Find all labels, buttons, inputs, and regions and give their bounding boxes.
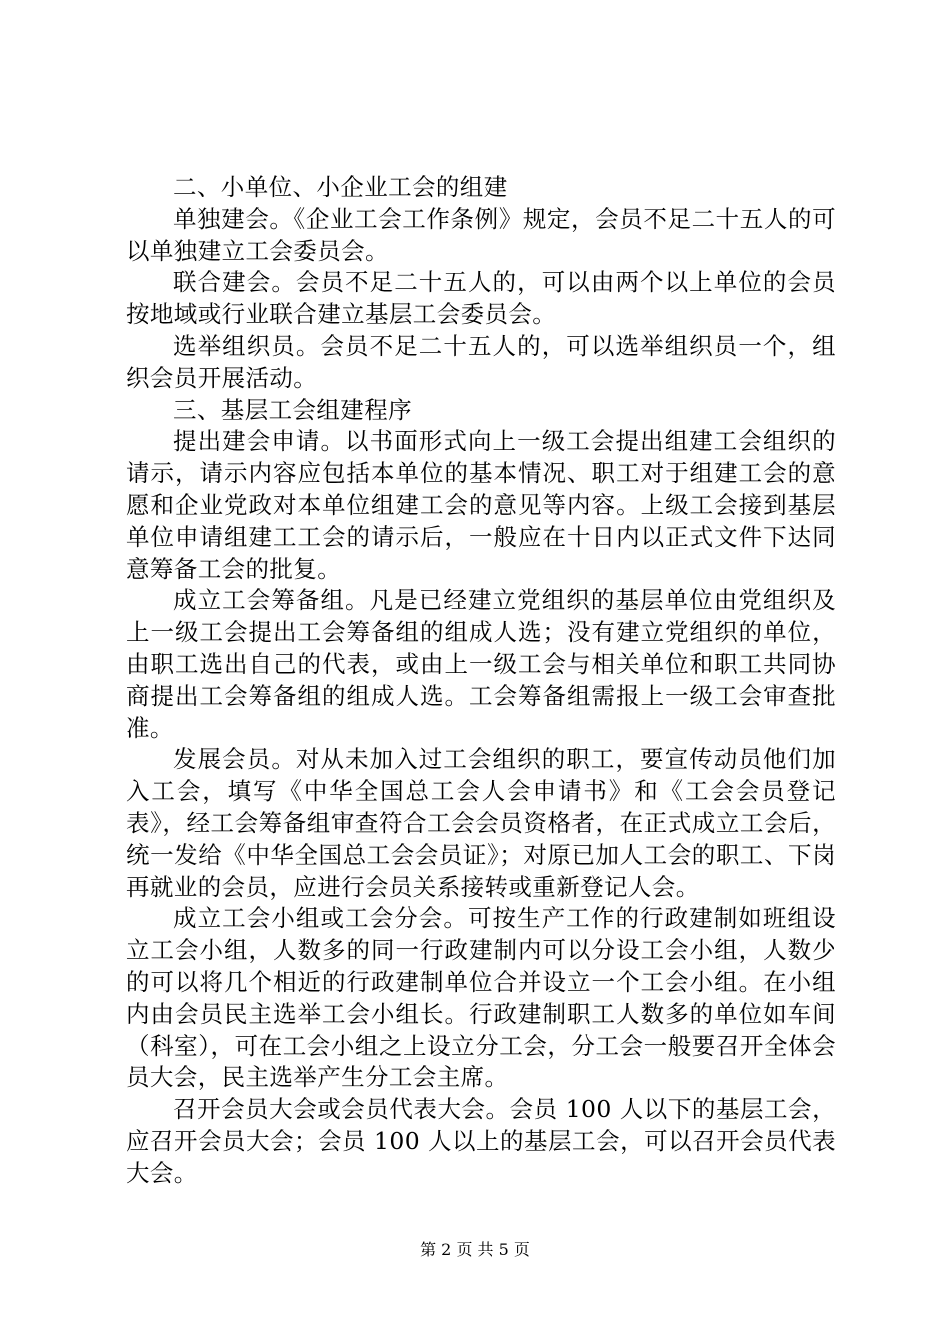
- paragraph-joint-union: 联合建会。会员不足二十五人的，可以由两个以上单位的会员按地域或行业联合建立基层工会委员会。: [126, 268, 836, 329]
- paragraph-member-congress: 召开会员大会或会员代表大会。会员 100 人以下的基层工会，应召开会员大会；会员 100 人以上的基层工会，可以召开会员代表大会。: [126, 1095, 836, 1187]
- paragraph-organizer-election: 选举组织员。会员不足二十五人的，可以选举组织员一个，组织会员开展活动。: [126, 331, 836, 392]
- paragraph-union-groups: 成立工会小组或工会分会。可按生产工作的行政建制如班组设立工会小组，人数多的同一行政建制内可以分设工会小组，人数少的可以将几个相近的行政建制单位合并设立一个工会小组。在小组内由会员民主选举工会小组长。行政建制职工人数多的单位如车间（科室），可在工会小组之上设立分工会，分工会一般要召开全体会员大会，民主选举产生分工会主席。: [126, 904, 836, 1092]
- paragraph-member-recruitment: 发展会员。对从未加入过工会组织的职工，要宣传动员他们加入工会，填写《中华全国总工会人会申请书》和《工会会员登记表》，经工会筹备组审查符合工会会员资格者，在正式成立工会后，统一发给《中华全国总工会会员证》；对原已加人工会的职工、下岗再就业的会员，应进行会员关系接转或重新登记人会。: [126, 745, 836, 901]
- paragraph-application: 提出建会申请。以书面形式向上一级工会提出组建工会组织的请示，请示内容应包括本单位的基本情况、职工对于组建工会的意愿和企业党政对本单位组建工会的意见等内容。上级工会接到基层单位申请组建工工会的请示后，一般应在十日内以正式文件下达同意筹备工会的批复。: [126, 427, 836, 583]
- section-heading-small-units: 二、小单位、小企业工会的组建: [173, 173, 508, 201]
- paragraph-preparatory-group: 成立工会筹备组。凡是已经建立党组织的基层单位由党组织及上一级工会提出工会筹备组的组成人选；没有建立党组织的单位，由职工选出自己的代表，或由上一级工会与相关单位和职工共同协商提出工会筹备组的组成人选。工会筹备组需报上一级工会审查批准。: [126, 586, 836, 742]
- section-heading-procedure: 三、基层工会组建程序: [173, 395, 412, 424]
- paragraph-separate-union: 单独建会。《企业工会工作条例》规定，会员不足二十五人的可以单独建立工会委员会。: [126, 204, 836, 265]
- page-number-footer: 第 2 页 共 5 页: [420, 1240, 530, 1259]
- document-body: [126, 172, 836, 1190]
